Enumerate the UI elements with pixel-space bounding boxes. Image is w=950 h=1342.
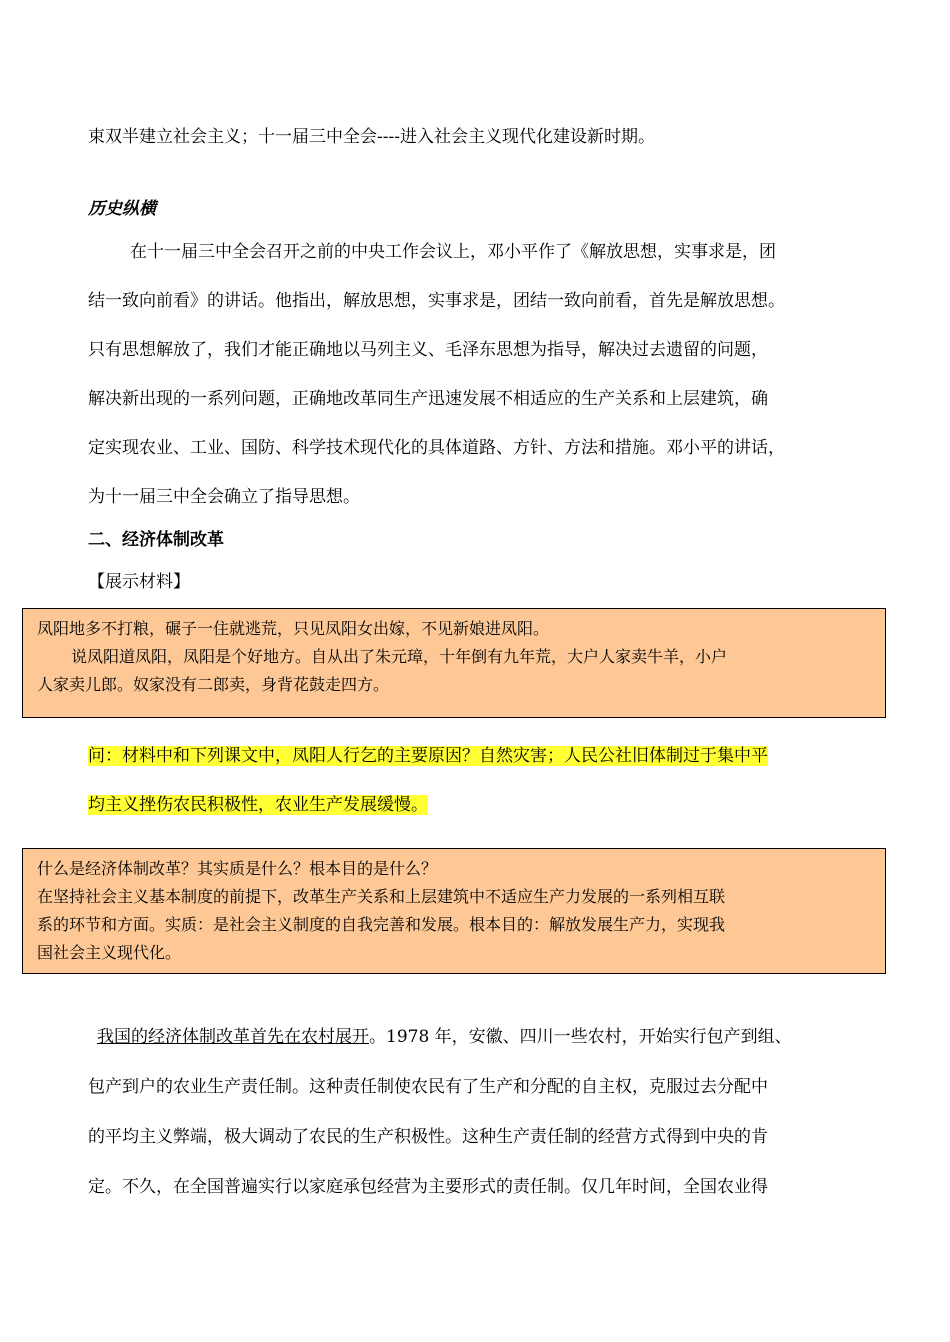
history-line-2: 结一致向前看》的讲话。他指出，解放思想，实事求是，团结一致向前看，首先是解放思想。 [88, 291, 785, 311]
question-line-2 [88, 793, 868, 817]
history-line-1: 在十一届三中全会召开之前的中央工作会议上，邓小平作了《解放思想，实事求是，团 [130, 242, 776, 262]
rural-line-1 [97, 1025, 877, 1049]
intro-line: 束双半建立社会主义；十一届三中全会----进入社会主义现代化建设新时期。 [88, 127, 655, 147]
history-line-6: 为十一届三中全会确立了指导思想。 [88, 487, 360, 507]
material-box-fengyang [22, 608, 886, 718]
box1-line-3: 人家卖儿郎。奴家没有二郎卖，身背花鼓走四方。 [37, 675, 390, 694]
box2-line-2: 在坚持社会主义基本制度的前提下，改革生产关系和上层建筑中不适应生产力发展的一系列相互联 [37, 887, 726, 906]
rural-line-3: 的平均主义弊端，极大调动了农民的生产积极性。这种生产责任制的经营方式得到中央的肯 [88, 1127, 768, 1147]
question-line-1 [88, 744, 868, 768]
box2-line-3: 系的环节和方面。实质：是社会主义制度的自我完善和发展。根本目的：解放发展生产力，实现我 [37, 915, 726, 934]
history-line-4: 解决新出现的一系列问题，正确地改革同生产迅速发展不相适应的生产关系和上层建筑，确 [88, 389, 768, 409]
rural-underlined-phrase: 我国的经济体制改革首先在农村展开 [97, 1027, 369, 1047]
box2-line-4: 国社会主义现代化。 [37, 943, 182, 962]
section-heading: 二、经济体制改革 [88, 530, 224, 550]
rural-line-1-rest: 。1978 年，安徽、四川一些农村，开始实行包产到组、 [369, 1027, 792, 1047]
history-heading: 历史纵横 [88, 199, 156, 219]
box1-line-1: 凤阳地多不打粮，碾子一住就逃荒，只见凤阳女出嫁，不见新娘进凤阳。 [37, 619, 550, 638]
rural-line-2: 包产到户的农业生产责任制。这种责任制使农民有了生产和分配的自主权，克服过去分配中 [88, 1077, 768, 1097]
box2-line-1: 什么是经济体制改革？其实质是什么？根本目的是什么？ [37, 859, 438, 878]
history-line-5: 定实现农业、工业、国防、科学技术现代化的具体道路、方针、方法和措施。邓小平的讲话， [88, 438, 785, 458]
material-box-reform [22, 848, 886, 974]
box1-line-2: 说凤阳道凤阳，凤阳是个好地方。自从出了朱元璋，十年倒有九年荒，大户人家卖牛羊，小户 [71, 647, 728, 666]
question-highlight-2: 均主义挫伤农民积极性，农业生产发展缓慢。 [88, 795, 428, 815]
rural-line-4: 定。不久，在全国普遍实行以家庭承包经营为主要形式的责任制。仅几年时间，全国农业得 [88, 1177, 768, 1197]
history-line-3: 只有思想解放了，我们才能正确地以马列主义、毛泽东思想为指导，解决过去遗留的问题， [88, 340, 768, 360]
question-highlight-1: 问：材料中和下列课文中，凤阳人行乞的主要原因？自然灾害；人民公社旧体制过于集中平 [88, 746, 768, 766]
material-label: 【展示材料】 [88, 572, 190, 592]
